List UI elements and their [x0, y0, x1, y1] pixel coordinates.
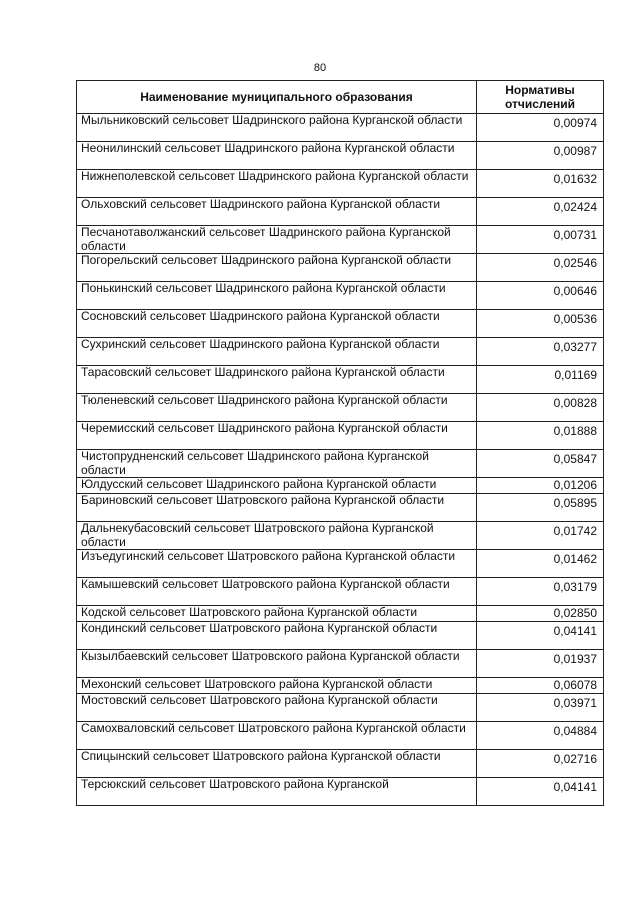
municipality-name: Неонилинский сельсовет Шадринского района Курганской области: [77, 142, 477, 170]
municipality-name: Терсюкский сельсовет Шатровского района Курганской: [77, 778, 477, 806]
allocation-table: [76, 80, 604, 806]
municipality-name: Самохваловский сельсовет Шатровского района Курганской области: [77, 722, 477, 750]
table-row: [77, 366, 604, 394]
allocation-rate: 0,04141: [477, 778, 604, 806]
municipality-name: Нижнеполевской сельсовет Шадринского района Курганской области: [77, 170, 477, 198]
table-row: [77, 750, 604, 778]
table-body: [77, 114, 604, 806]
municipality-name: Кондинский сельсовет Шатровского района Курганской области: [77, 622, 477, 650]
table-row: [77, 578, 604, 606]
table-row: [77, 678, 604, 694]
municipality-name: Сосновский сельсовет Шадринского района Курганской области: [77, 310, 477, 338]
allocation-rate: 0,05895: [477, 494, 604, 522]
allocation-rate: 0,04141: [477, 622, 604, 650]
table-row: [77, 450, 604, 478]
header-rate: Нормативы отчислений: [477, 81, 604, 114]
allocation-rate: 0,00646: [477, 282, 604, 310]
allocation-rate: 0,00828: [477, 394, 604, 422]
allocation-rate: 0,01742: [477, 522, 604, 550]
allocation-rate: 0,02716: [477, 750, 604, 778]
allocation-rate: 0,01206: [477, 478, 604, 494]
table-row: [77, 494, 604, 522]
table-row: [77, 622, 604, 650]
municipality-name: Спицынский сельсовет Шатровского района Курганской области: [77, 750, 477, 778]
municipality-name: Мостовский сельсовет Шатровского района Курганской области: [77, 694, 477, 722]
municipality-name: Ольховский сельсовет Шадринского района Курганской области: [77, 198, 477, 226]
table-row: [77, 394, 604, 422]
allocation-rate: 0,04884: [477, 722, 604, 750]
municipality-name: Чистопрудненский сельсовет Шадринского района Курганской области: [77, 450, 477, 478]
table-row: [77, 142, 604, 170]
municipality-name: Изъедугинский сельсовет Шатровского района Курганской области: [77, 550, 477, 578]
table-row: [77, 694, 604, 722]
allocation-rate: 0,01888: [477, 422, 604, 450]
table-row: [77, 338, 604, 366]
page-number: 80: [313, 62, 327, 74]
table-row: [77, 170, 604, 198]
municipality-name: Сухринский сельсовет Шадринского района Курганской области: [77, 338, 477, 366]
allocation-rate: 0,03179: [477, 578, 604, 606]
allocation-rate: 0,01937: [477, 650, 604, 678]
table-row: [77, 550, 604, 578]
allocation-rate: 0,03971: [477, 694, 604, 722]
table-row: [77, 522, 604, 550]
allocation-rate: 0,00987: [477, 142, 604, 170]
municipality-name: Мыльниковский сельсовет Шадринского района Курганской области: [77, 114, 477, 142]
table-row: [77, 282, 604, 310]
allocation-rate: 0,01632: [477, 170, 604, 198]
allocation-rate: 0,02424: [477, 198, 604, 226]
allocation-rate: 0,03277: [477, 338, 604, 366]
allocation-rate: 0,01462: [477, 550, 604, 578]
table-row: [77, 310, 604, 338]
table-row: [77, 722, 604, 750]
allocation-rate: 0,05847: [477, 450, 604, 478]
header-municipality: Наименование муниципального образования: [77, 81, 477, 114]
table-row: [77, 778, 604, 806]
municipality-name: Бариновский сельсовет Шатровского района Курганской области: [77, 494, 477, 522]
table-row: [77, 198, 604, 226]
municipality-name: Понькинский сельсовет Шадринского района Курганской области: [77, 282, 477, 310]
table-row: [77, 606, 604, 622]
table-header-row: [77, 81, 604, 114]
allocation-rate: 0,01169: [477, 366, 604, 394]
municipality-name: Погорельский сельсовет Шадринского района Курганской области: [77, 254, 477, 282]
municipality-name: Камышевский сельсовет Шатровского района Курганской области: [77, 578, 477, 606]
allocation-rate: 0,00731: [477, 226, 604, 254]
allocation-rate: 0,02546: [477, 254, 604, 282]
allocation-rate: 0,06078: [477, 678, 604, 694]
municipality-name: Песчанотаволжанский сельсовет Шадринского района Курганской области: [77, 226, 477, 254]
municipality-name: Черемисский сельсовет Шадринского района Курганской области: [77, 422, 477, 450]
municipality-name: Кодской сельсовет Шатровского района Курганской области: [77, 606, 477, 622]
municipality-name: Юлдусский сельсовет Шадринского района Курганской области: [77, 478, 477, 494]
municipality-name: Тюленевский сельсовет Шадринского района Курганской области: [77, 394, 477, 422]
table-row: [77, 650, 604, 678]
table-row: [77, 226, 604, 254]
municipality-name: Кызылбаевский сельсовет Шатровского района Курганской области: [77, 650, 477, 678]
table-row: [77, 422, 604, 450]
municipality-name: Дальнекубасовский сельсовет Шатровского района Курганской области: [77, 522, 477, 550]
allocation-rate: 0,02850: [477, 606, 604, 622]
municipality-name: Тарасовский сельсовет Шадринского района Курганской области: [77, 366, 477, 394]
allocation-rate: 0,00974: [477, 114, 604, 142]
municipality-name: Мехонский сельсовет Шатровского района Курганской области: [77, 678, 477, 694]
table-row: [77, 254, 604, 282]
table-row: [77, 478, 604, 494]
table-row: [77, 114, 604, 142]
allocation-rate: 0,00536: [477, 310, 604, 338]
